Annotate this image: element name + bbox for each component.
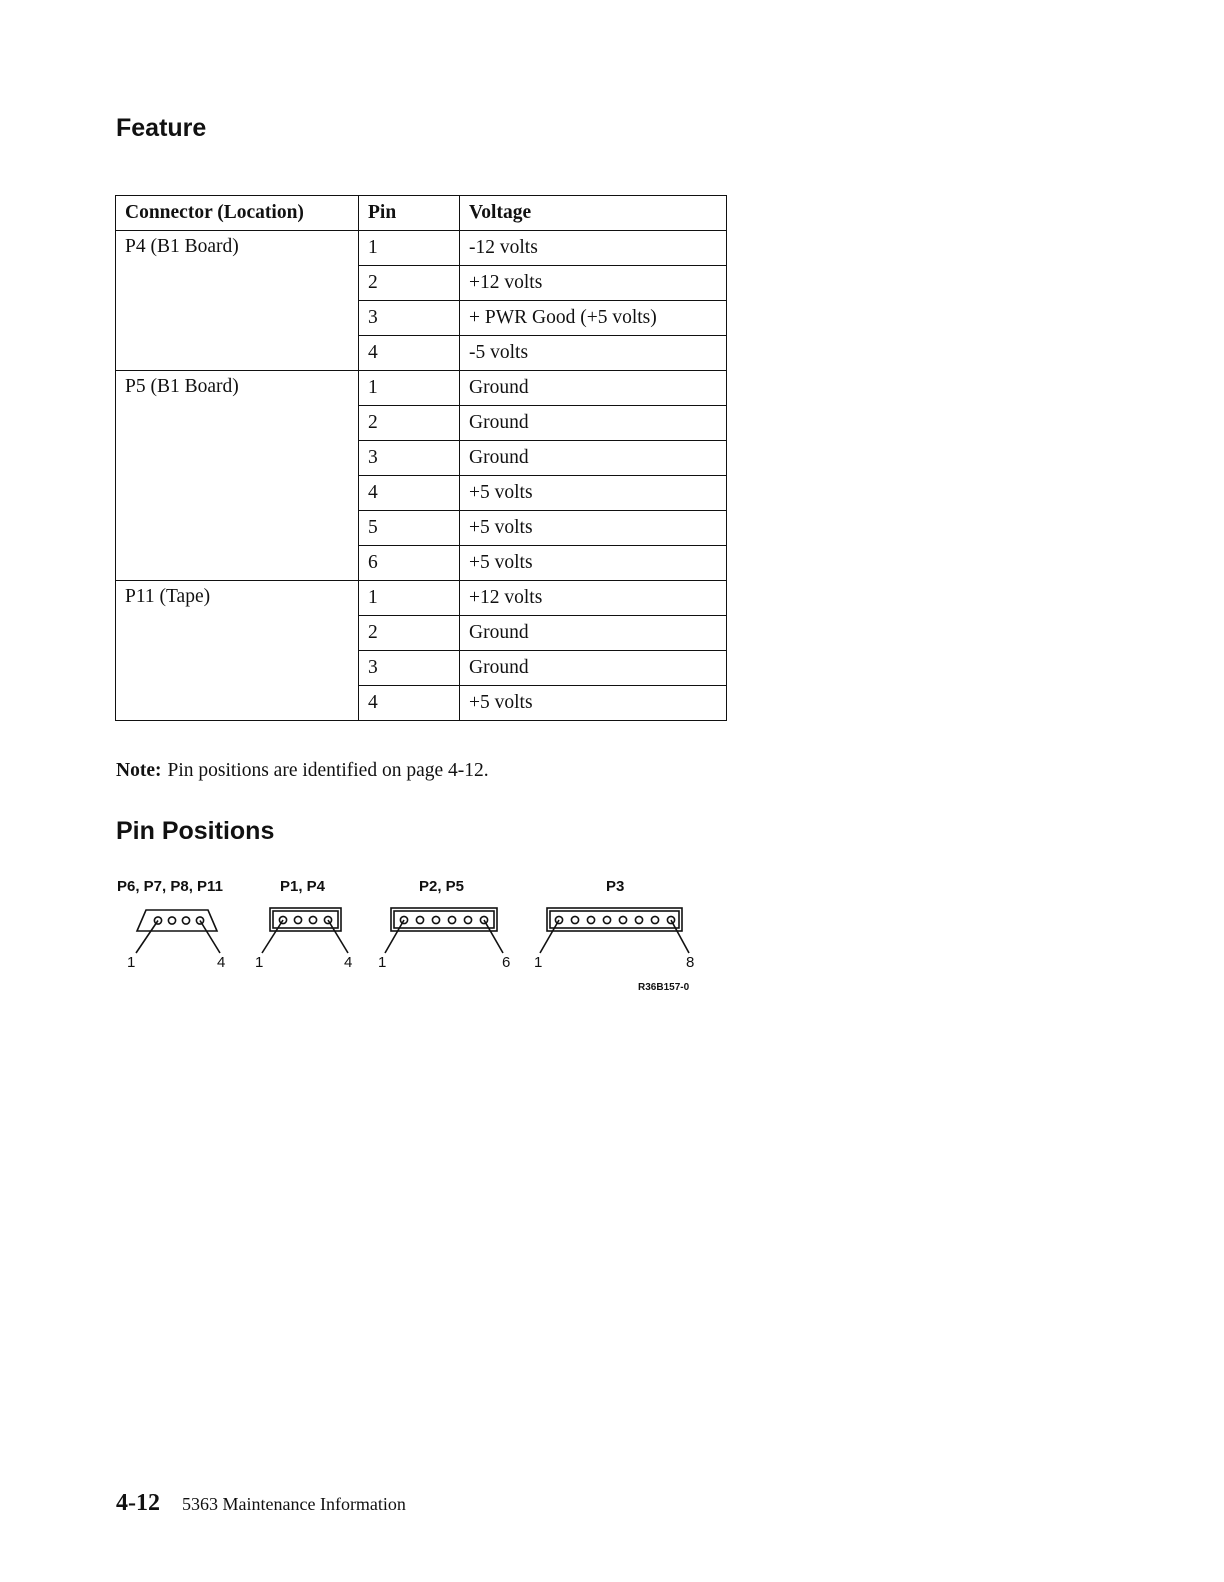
- connector-pin: [571, 916, 578, 923]
- pin-cell: 4: [359, 686, 460, 721]
- voltage-cell: +5 volts: [460, 476, 727, 511]
- voltage-cell: Ground: [460, 616, 727, 651]
- connector-cell: P5 (B1 Board): [116, 371, 359, 581]
- voltage-cell: Ground: [460, 441, 727, 476]
- connector-pin: [603, 916, 610, 923]
- diagram-label: P1, P4: [280, 878, 326, 895]
- connector-pin: [464, 916, 471, 923]
- diagram-label: P2, P5: [419, 878, 465, 895]
- pin-number-first: 1: [255, 954, 264, 971]
- connector-pin: [294, 916, 301, 923]
- voltage-cell: Ground: [460, 651, 727, 686]
- pin-number-last: 4: [217, 954, 226, 971]
- pin-cell: 4: [359, 336, 460, 371]
- connector-cell: P4 (B1 Board): [116, 231, 359, 371]
- pin-cell: 1: [359, 581, 460, 616]
- pin-cell: 3: [359, 441, 460, 476]
- figure-id: R36B157-0: [638, 982, 690, 993]
- voltage-cell: +5 volts: [460, 546, 727, 581]
- pin-cell: 1: [359, 371, 460, 406]
- pin-number-first: 1: [127, 954, 136, 971]
- voltage-cell: -5 volts: [460, 336, 727, 371]
- pin-number-last: 8: [686, 954, 695, 971]
- connector-pin: [587, 916, 594, 923]
- pin-cell: 2: [359, 406, 460, 441]
- connector-pin: [635, 916, 642, 923]
- pin-cell: 3: [359, 301, 460, 336]
- pin-leader-line: [671, 920, 689, 953]
- voltage-cell: +12 volts: [460, 581, 727, 616]
- voltage-cell: + PWR Good (+5 volts): [460, 301, 727, 336]
- document-title: 5363 Maintenance Information: [182, 1494, 406, 1514]
- voltage-cell: Ground: [460, 406, 727, 441]
- pin-cell: 3: [359, 651, 460, 686]
- pin-number-last: 4: [344, 954, 353, 971]
- note-label: Note:: [116, 760, 162, 781]
- connector-shell-shape: [394, 911, 494, 928]
- header-pin: Pin: [359, 196, 460, 231]
- note-text: Pin positions are identified on page 4-12.: [167, 760, 489, 781]
- header-voltage: Voltage: [460, 196, 727, 231]
- diagram-label: P3: [606, 878, 625, 895]
- pin-positions-heading: Pin Positions: [116, 817, 275, 845]
- voltage-cell: -12 volts: [460, 231, 727, 266]
- pin-number-last: 6: [502, 954, 511, 971]
- pin-cell: 5: [359, 511, 460, 546]
- connector-pin: [416, 916, 423, 923]
- connector-pin: [619, 916, 626, 923]
- connector-pin: [432, 916, 439, 923]
- connector-cell: P11 (Tape): [116, 581, 359, 721]
- pin-leader-line: [200, 921, 220, 954]
- voltage-cell: +5 volts: [460, 686, 727, 721]
- voltage-cell: Ground: [460, 371, 727, 406]
- pin-cell: 1: [359, 231, 460, 266]
- voltage-cell: +12 volts: [460, 266, 727, 301]
- header-connector: Connector (Location): [116, 196, 359, 231]
- diagram-label: P6, P7, P8, P11: [117, 878, 223, 895]
- feature-heading: Feature: [116, 114, 207, 142]
- page-number: 4-12: [116, 1490, 160, 1516]
- connector-pin: [168, 917, 175, 924]
- pin-number-first: 1: [534, 954, 543, 971]
- connector-pin: [448, 916, 455, 923]
- pin-cell: 6: [359, 546, 460, 581]
- pin-cell: 2: [359, 266, 460, 301]
- page-footer: [116, 1490, 406, 1517]
- pin-number-first: 1: [378, 954, 387, 971]
- pin-cell: 2: [359, 616, 460, 651]
- connector-pin: [651, 916, 658, 923]
- pin-cell: 4: [359, 476, 460, 511]
- connector-shell-shape: [273, 911, 338, 928]
- connector-pin: [309, 916, 316, 923]
- voltage-cell: +5 volts: [460, 511, 727, 546]
- connector-pin: [182, 917, 189, 924]
- connector-shell-shape: [550, 911, 679, 928]
